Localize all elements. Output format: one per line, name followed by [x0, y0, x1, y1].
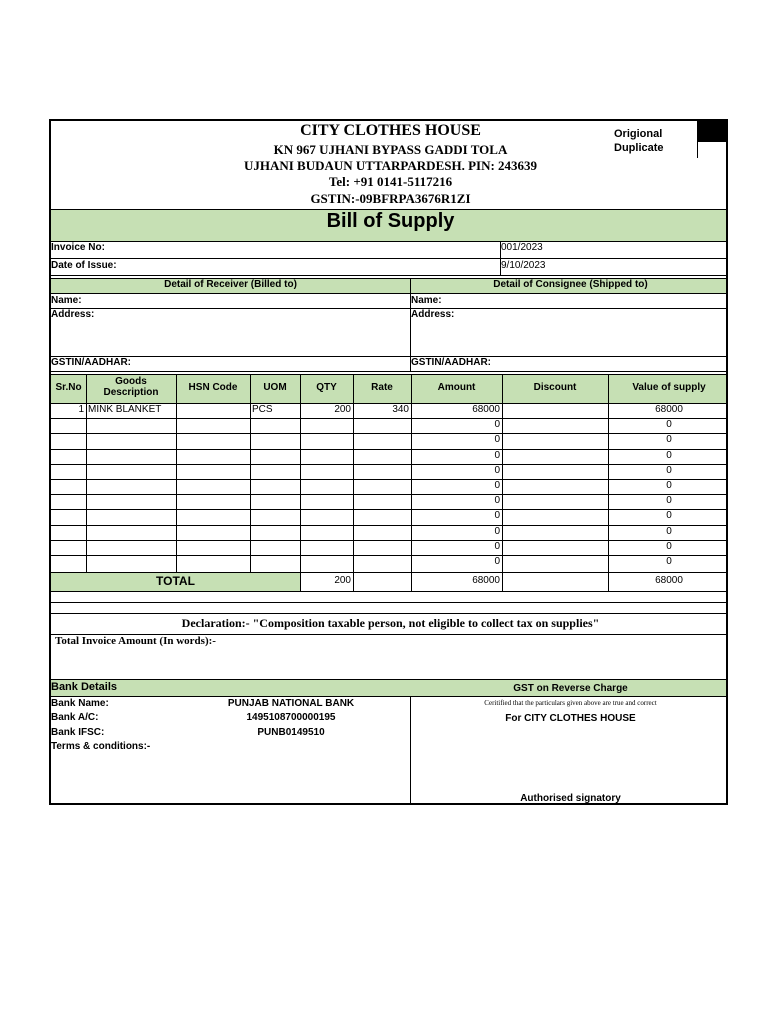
- gst-heading: GST on Reverse Charge: [513, 683, 628, 694]
- col-header-description: [86, 376, 176, 398]
- divider: [300, 374, 301, 591]
- total-qty: 200: [334, 575, 351, 586]
- divider: [51, 555, 728, 556]
- consignee-gstin-label: GSTIN/AADHAR:: [411, 357, 491, 368]
- for-company: For CITY CLOTHES HOUSE: [505, 713, 636, 724]
- divider: [51, 494, 728, 495]
- divider: [411, 374, 412, 591]
- cell-value: 68000: [655, 404, 683, 415]
- divider: [51, 241, 728, 242]
- duplicate-label: Duplicate: [614, 142, 664, 154]
- declaration: Declaration:- "Composition taxable person, not eligible to collect tax on supplies": [181, 616, 600, 630]
- total-amount: 68000: [472, 575, 500, 586]
- bill-of-supply-sheet: [49, 119, 728, 805]
- cell-amount: 0: [494, 525, 500, 537]
- date-value: 9/10/2023: [501, 260, 546, 271]
- bank-ifsc: PUNB0149510: [257, 727, 325, 738]
- consignee-heading: Detail of Consignee (Shipped to): [493, 279, 648, 290]
- document-title: Bill of Supply: [326, 210, 455, 232]
- cell-amount: 0: [494, 495, 500, 507]
- divider: [51, 602, 728, 603]
- divider: [51, 258, 728, 259]
- divider: [51, 449, 728, 450]
- telephone: Tel: +91 0141-5117216: [328, 174, 453, 189]
- receiver-name-label: Name:: [51, 295, 82, 306]
- authorised-signatory: Authorised signatory: [520, 793, 621, 804]
- divider: [502, 374, 503, 591]
- cell-value: 0: [666, 449, 672, 461]
- cell-amount: 0: [494, 464, 500, 476]
- consignee-name-label: Name:: [411, 295, 442, 306]
- col-header-description-line2: Description: [103, 387, 159, 398]
- bank-heading: Bank Details: [51, 681, 118, 693]
- total-label: TOTAL: [156, 574, 195, 588]
- divider: [51, 356, 728, 357]
- divider: [51, 696, 728, 697]
- col-header-discount: Discount: [533, 382, 577, 393]
- bank-ac: 1495108700000195: [246, 712, 336, 723]
- cell-value: 0: [666, 419, 672, 431]
- col-header-description-line1: Goods: [115, 376, 147, 387]
- address-line-2: UJHANI BUDAUN UTTARPARDESH. PIN: 243639: [243, 158, 538, 173]
- cell-value: 0: [666, 510, 672, 522]
- divider: [51, 374, 728, 375]
- divider: [608, 374, 609, 591]
- date-label: Date of Issue:: [51, 260, 117, 271]
- divider: [51, 418, 728, 419]
- bank-ac-label: Bank A/C:: [51, 712, 99, 723]
- cell-amount: 0: [494, 556, 500, 567]
- col-header-value: Value of supply: [632, 382, 706, 393]
- divider: [51, 479, 728, 480]
- terms-label: Terms & conditions:-: [51, 741, 151, 752]
- cell-srno: 1: [78, 404, 84, 415]
- duplicate-checkbox[interactable]: [697, 141, 728, 158]
- divider: [176, 374, 177, 572]
- divider: [51, 433, 728, 434]
- bank-ifsc-label: Bank IFSC:: [51, 727, 105, 738]
- amount-in-words-label: Total Invoice Amount (In words):-: [55, 635, 216, 647]
- divider: [51, 509, 728, 510]
- cell-amount: 0: [494, 449, 500, 461]
- divider: [51, 540, 728, 541]
- consignee-address-label: Address:: [411, 309, 455, 320]
- divider: [51, 525, 728, 526]
- divider: [500, 241, 501, 275]
- cell-value: 0: [666, 495, 672, 507]
- cell-uom: PCS: [252, 404, 273, 415]
- divider: [353, 374, 354, 591]
- receiver-heading: Detail of Receiver (Billed to): [164, 279, 297, 290]
- divider: [86, 374, 87, 572]
- address-line-1: KN 967 UJHANI BYPASS GADDI TOLA: [273, 142, 508, 157]
- col-header-rate: Rate: [371, 382, 393, 393]
- divider: [51, 371, 728, 372]
- cell-value: 0: [666, 540, 672, 552]
- cell-amount: 0: [494, 510, 500, 522]
- cell-description: MINK BLANKET: [88, 404, 162, 415]
- cell-value: 0: [666, 556, 672, 567]
- divider: [51, 293, 728, 294]
- certification-text: Ceritified that the particulars given above are true and correct: [484, 699, 657, 707]
- total-value: 68000: [655, 575, 683, 586]
- original-checkbox[interactable]: [697, 121, 728, 141]
- invoice-no-label: Invoice No:: [51, 242, 105, 253]
- cell-qty: 200: [334, 404, 351, 415]
- col-header-amount: Amount: [437, 382, 476, 393]
- divider: [51, 275, 728, 276]
- divider: [51, 591, 728, 592]
- cell-amount: 0: [494, 434, 500, 446]
- col-header-qty: QTY: [316, 382, 337, 393]
- original-label: Origional: [614, 128, 663, 140]
- company-name: CITY CLOTHES HOUSE: [300, 122, 481, 139]
- cell-amount: 0: [494, 480, 500, 491]
- col-header-srno: Sr.No: [55, 382, 82, 393]
- cell-value: 0: [666, 464, 672, 476]
- divider: [250, 374, 251, 572]
- receiver-address-label: Address:: [51, 309, 95, 320]
- cell-value: 0: [666, 434, 672, 446]
- gstin: GSTIN:-09BFRPA3676R1ZI: [310, 191, 471, 206]
- cell-rate: 340: [392, 404, 409, 415]
- bank-name-label: Bank Name:: [51, 698, 109, 709]
- cell-value: 0: [666, 525, 672, 537]
- col-header-hsn: HSN Code: [188, 382, 238, 393]
- divider: [51, 572, 728, 573]
- invoice-no-value: 001/2023: [501, 242, 543, 253]
- divider: [51, 308, 728, 309]
- divider: [51, 464, 728, 465]
- divider: [410, 278, 411, 371]
- cell-amount: 0: [494, 419, 500, 431]
- cell-value: 0: [666, 480, 672, 491]
- bank-name: PUNJAB NATIONAL BANK: [227, 698, 355, 709]
- col-header-uom: UOM: [263, 382, 287, 393]
- receiver-gstin-label: GSTIN/AADHAR:: [51, 357, 131, 368]
- cell-amount: 0: [494, 540, 500, 552]
- cell-amount: 68000: [472, 404, 500, 415]
- divider: [51, 613, 728, 614]
